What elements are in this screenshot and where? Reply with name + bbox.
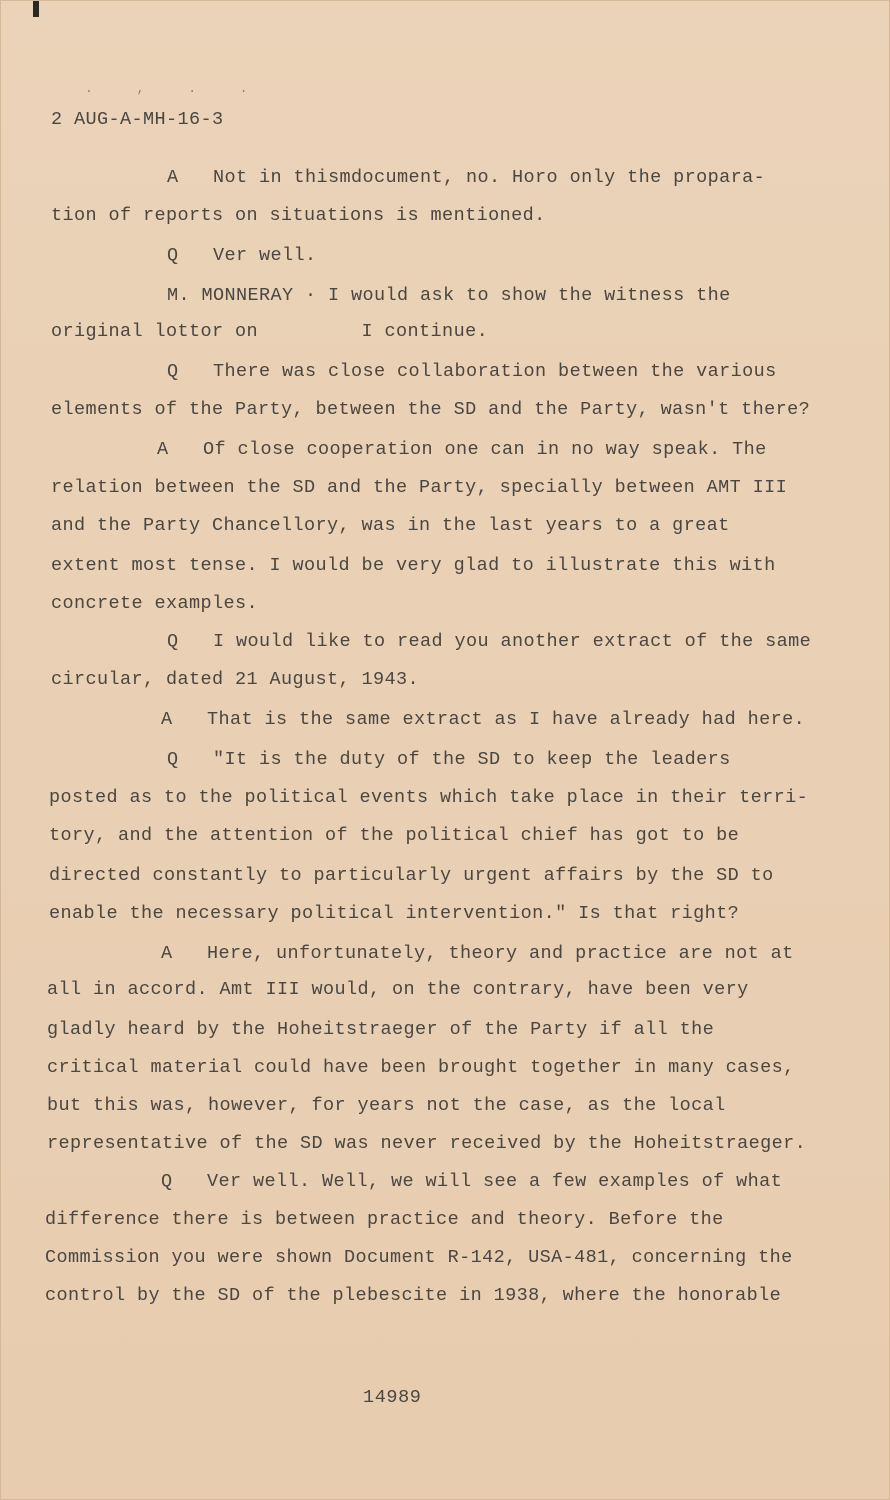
text-line: M. MONNERAY · I would ask to show the witness the xyxy=(167,285,731,306)
text-line: extent most tense. I would be very glad to illustrate this with xyxy=(51,555,776,576)
text-line: elements of the Party, between the SD and the Party, wasn't there? xyxy=(51,399,811,420)
text-line: difference there is between practice and theory. Before the xyxy=(45,1209,724,1230)
text-line: and the Party Chancellory, was in the last years to a great xyxy=(51,515,730,536)
text-line: Q "It is the duty of the SD to keep the leaders xyxy=(167,749,731,770)
text-line: all in accord. Amt III would, on the contrary, have been very xyxy=(47,979,749,1000)
text-line: tion of reports on situations is mentioned. xyxy=(51,205,546,226)
text-line: but this was, however, for years not the case, as the local xyxy=(47,1095,726,1116)
text-line: A Of close cooperation one can in no way speak. The xyxy=(157,439,767,460)
text-line: A That is the same extract as I have already had here. xyxy=(161,709,806,730)
page-number: 14989 xyxy=(363,1387,422,1408)
text-line: gladly heard by the Hoheitstraeger of the Party if all the xyxy=(47,1019,715,1040)
text-line: Q Ver well. Well, we will see a few examples of what xyxy=(161,1171,783,1192)
text-line: concrete examples. xyxy=(51,593,259,614)
text-line: representative of the SD was never received by the Hoheitstraeger. xyxy=(47,1133,807,1154)
text-line: critical material could have been brought together in many cases, xyxy=(47,1057,795,1078)
text-line: tory, and the attention of the political chief has got to be xyxy=(49,825,740,846)
corner-mark xyxy=(33,1,39,17)
text-line: posted as to the political events which take place in their terri- xyxy=(49,787,809,808)
text-line: Q Ver well. xyxy=(167,245,317,266)
text-line: control by the SD of the plebescite in 1938, where the honorable xyxy=(45,1285,782,1306)
header-code: 2 AUG-A-MH-16-3 xyxy=(51,109,224,130)
text-line: Commission you were shown Document R-142, USA-481, concerning the xyxy=(45,1247,793,1268)
text-line: enable the necessary political intervention." Is that right? xyxy=(49,903,740,924)
text-line: A Here, unfortunately, theory and practice are not at xyxy=(161,943,794,964)
text-line: Q There was close collaboration between the various xyxy=(167,361,777,382)
text-line: relation between the SD and the Party, specially between AMT III xyxy=(51,477,788,498)
text-line: Q I would like to read you another extract of the same xyxy=(167,631,812,652)
margin-dots: . , . . xyxy=(85,81,266,96)
text-line: directed constantly to particularly urgent affairs by the SD to xyxy=(49,865,774,886)
text-line: A Not in thismdocument, no. Horo only the propara- xyxy=(167,167,766,188)
text-line: circular, dated 21 August, 1943. xyxy=(51,669,420,690)
text-line: original lottor on I continue. xyxy=(51,321,489,342)
